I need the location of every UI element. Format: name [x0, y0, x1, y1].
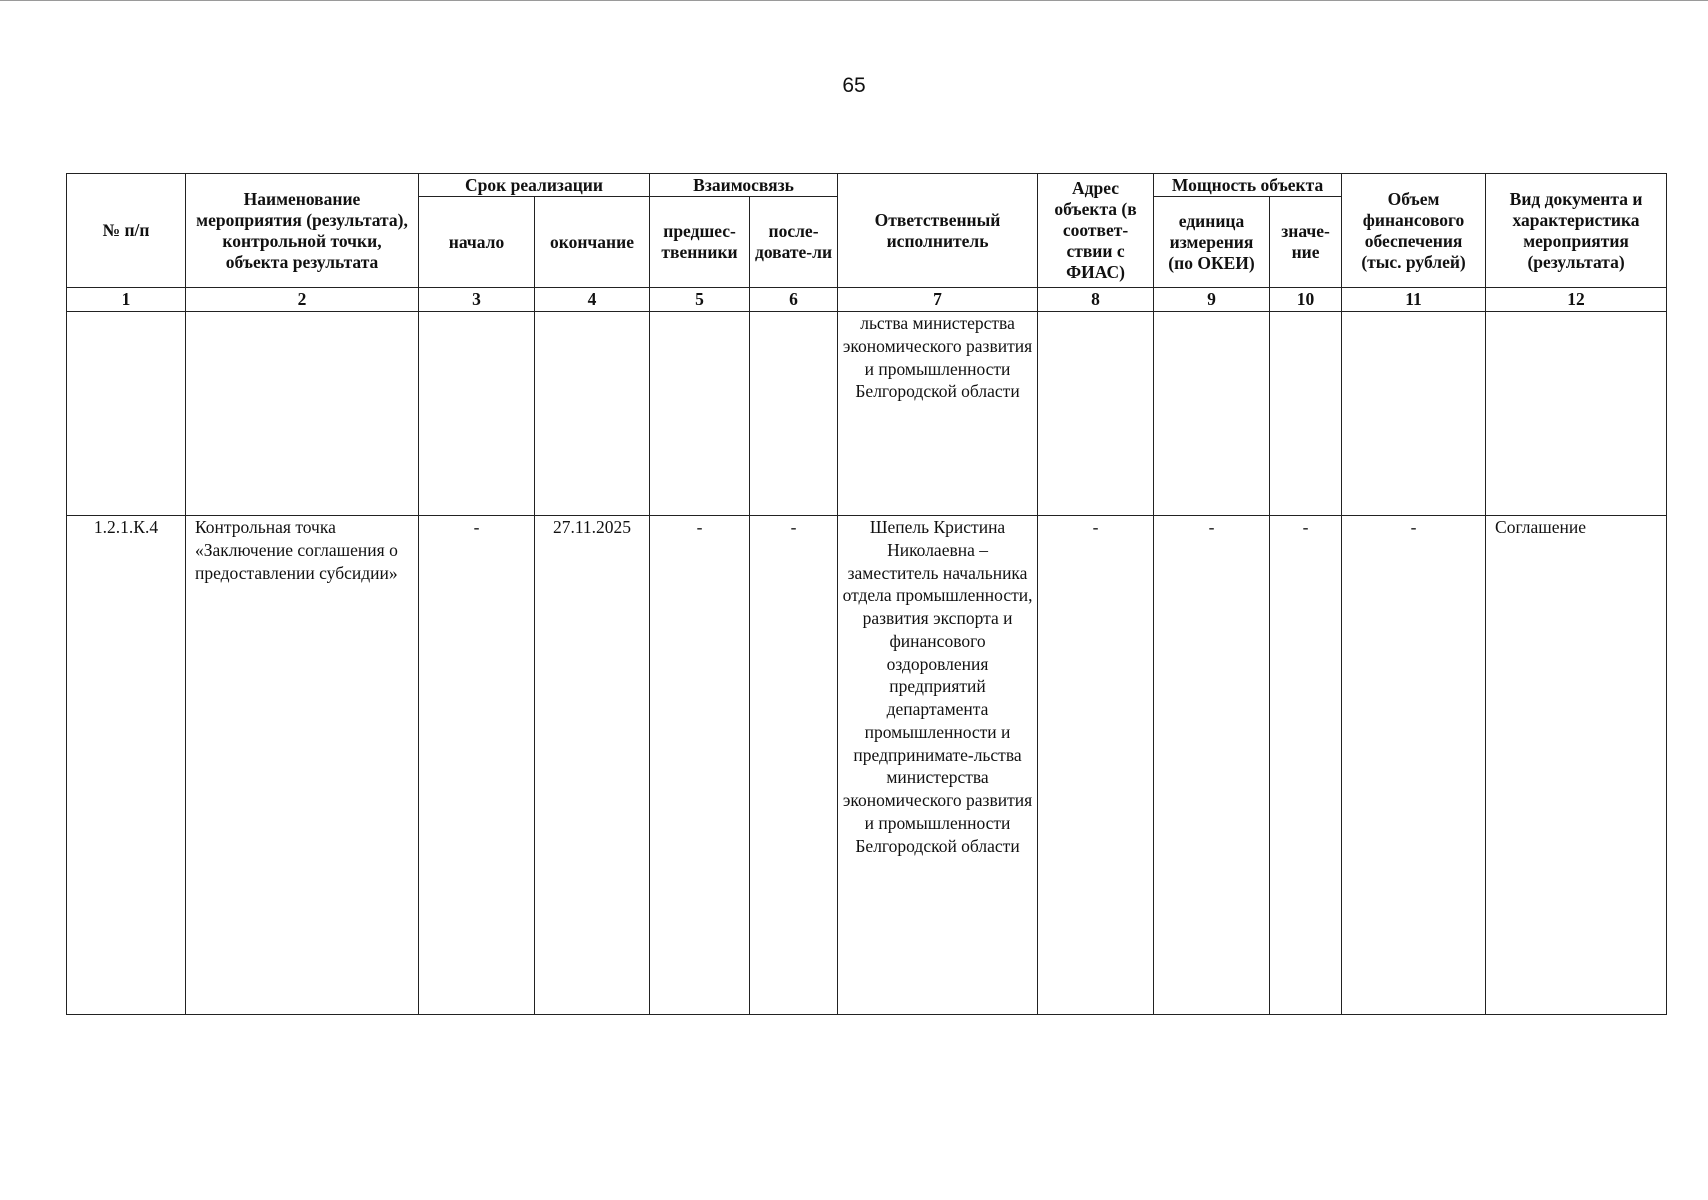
header-capacity-group: Мощность объекта — [1154, 174, 1342, 197]
header-link-group: Взаимосвязь — [650, 174, 838, 197]
cell-name: Контрольная точка «Заключение соглашения о предоставлении субсидии» — [186, 516, 419, 1015]
column-number: 7 — [838, 288, 1038, 312]
column-number: 12 — [1486, 288, 1667, 312]
cell-num — [67, 312, 186, 516]
cell-successors: - — [750, 516, 838, 1015]
column-number: 8 — [1038, 288, 1154, 312]
cell-value — [1270, 312, 1342, 516]
header-end: окончание — [535, 197, 650, 288]
plan-table — [66, 173, 1667, 1015]
cell-predecessors — [650, 312, 750, 516]
column-number: 6 — [750, 288, 838, 312]
cell-finance: - — [1342, 516, 1486, 1015]
header-value: значе-ние — [1270, 197, 1342, 288]
page-number: 65 — [842, 74, 866, 97]
header-finance: Объем финансового обеспечения (тыс. рублей) — [1342, 174, 1486, 288]
header-address: Адрес объекта (в соответ-ствии с ФИАС) — [1038, 174, 1154, 288]
cell-doc-type: Соглашение — [1486, 516, 1667, 1015]
header-predecessors: предшес-твенники — [650, 197, 750, 288]
cell-value: - — [1270, 516, 1342, 1015]
column-number: 4 — [535, 288, 650, 312]
column-number: 10 — [1270, 288, 1342, 312]
column-number: 1 — [67, 288, 186, 312]
cell-responsible: льства министерства экономического развития и промышленности Белгородской области — [838, 312, 1038, 516]
header-doc-type: Вид документа и характеристика мероприятия (результата) — [1486, 174, 1667, 288]
cell-name — [186, 312, 419, 516]
table-row — [67, 312, 1667, 516]
header-successors: после-довате-ли — [750, 197, 838, 288]
cell-end: 27.11.2025 — [535, 516, 650, 1015]
cell-doc-type — [1486, 312, 1667, 516]
cell-num: 1.2.1.К.4 — [67, 516, 186, 1015]
cell-address: - — [1038, 516, 1154, 1015]
table-row — [67, 516, 1667, 1015]
cell-start: - — [419, 516, 535, 1015]
cell-unit: - — [1154, 516, 1270, 1015]
header-start: начало — [419, 197, 535, 288]
header-term-group: Срок реализации — [419, 174, 650, 197]
column-number: 3 — [419, 288, 535, 312]
header-num: № п/п — [67, 174, 186, 288]
header-responsible: Ответственный исполнитель — [838, 174, 1038, 288]
header-name: Наименование мероприятия (результата), контрольной точки, объекта результата — [186, 174, 419, 288]
cell-unit — [1154, 312, 1270, 516]
cell-address — [1038, 312, 1154, 516]
cell-start — [419, 312, 535, 516]
cell-predecessors: - — [650, 516, 750, 1015]
cell-end — [535, 312, 650, 516]
page-top-edge — [0, 0, 1708, 1]
column-number-row — [67, 288, 1667, 312]
column-number: 11 — [1342, 288, 1486, 312]
cell-responsible: Шепель Кристина Николаевна – заместитель начальника отдела промышленности, развития экспорта и финансового оздоровления предприятий департамента промышленности и предпринимате-льства министерства экономического развития и промышленности Белгородской области — [838, 516, 1038, 1015]
column-number: 9 — [1154, 288, 1270, 312]
cell-finance — [1342, 312, 1486, 516]
cell-successors — [750, 312, 838, 516]
column-number: 2 — [186, 288, 419, 312]
header-unit: единица измерения (по ОКЕИ) — [1154, 197, 1270, 288]
column-number: 5 — [650, 288, 750, 312]
